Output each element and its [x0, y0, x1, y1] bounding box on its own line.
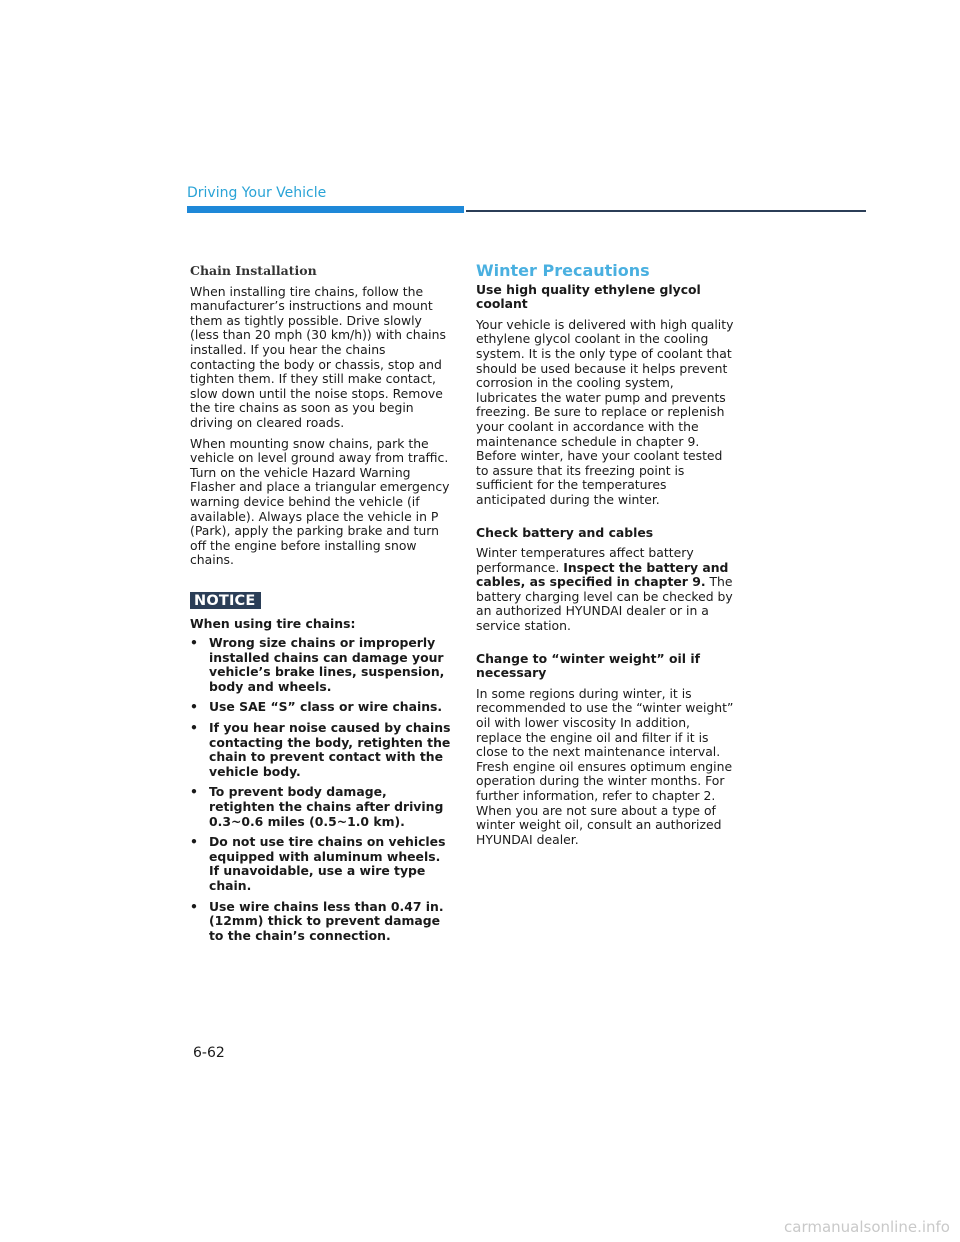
spacer [476, 514, 738, 526]
page-number: 6-62 [193, 1045, 225, 1061]
notice-intro: When using tire chains: [190, 616, 356, 632]
watermark: carmanualsonline.info [784, 1218, 950, 1236]
list-item-text: Use wire chains less than 0.47 in. (12mm) thick to prevent damage to the chain’s connection. [209, 898, 444, 943]
chain-installation-paragraph-2: When mounting snow chains, park the vehicle on level ground away from traffic. Turn on the vehicle Hazard Warning Flasher and place a triangular emergency warning device behind the vehicle (if available). Always place the vehicle in P (Park), apply the parking brake and turn off the engine before installing snow chains. [190, 435, 450, 568]
list-item [190, 700, 452, 715]
list-item [190, 636, 452, 694]
battery-heading: Check battery and cables [476, 524, 654, 540]
list-item-text: To prevent body damage, retighten the chains after driving 0.3~0.6 miles (0.5~1.0 km). [209, 784, 444, 829]
notice-list [190, 636, 452, 943]
battery-paragraph [476, 546, 738, 634]
notice-badge: NOTICE [190, 592, 261, 610]
bullet-icon: • [190, 635, 198, 651]
battery-text-start: Winter temperatures affect battery performance. [476, 545, 694, 575]
battery-text-emphasis: Inspect the battery and cables, as specified in chapter 9. [476, 559, 729, 590]
bullet-icon: • [190, 784, 198, 800]
spacer [476, 640, 738, 652]
list-item [190, 900, 452, 944]
bullet-icon: • [190, 834, 198, 850]
list-item [190, 785, 452, 829]
bullet-icon: • [190, 898, 198, 914]
list-item [190, 721, 452, 779]
left-column [190, 264, 452, 949]
coolant-heading: Use high quality ethylene glycol coolant [476, 281, 701, 312]
chain-installation-heading: Chain Installation [190, 263, 317, 278]
right-column [476, 261, 738, 853]
list-item-text: Wrong size chains or improperly installed chains can damage your vehicle’s brake lines, suspension, body and wheels. [209, 635, 445, 694]
winter-precautions-title: Winter Precautions [476, 261, 650, 280]
chain-installation-paragraph-1: When installing tire chains, follow the manufacturer’s instructions and mount them as tightly possible. Drive slowly (less than 20 mph (30 km/h)) with chains installed. If you hear the chains contacting the body or chassis, stop and tighten them. If they still make contact, slow down until the noise stops. Remove the tire chains as soon as you begin driving on cleared roads. [190, 283, 446, 430]
battery-text-end: The battery charging level can be checked by an authorized HYUNDAI dealer or in a service station. [476, 574, 733, 634]
coolant-paragraph: Your vehicle is delivered with high quality ethylene glycol coolant in the cooling system. It is the only type of coolant that should be used because it helps prevent corrosion in the cooling system, lubricates the water pump and prevents freezing. Be sure to replace or replenish your coolant in accordance with the maintenance schedule in chapter 9. Before winter, have your coolant tested to assure that its freezing point is sufficient for the temperatures anticipated during the winter. [476, 316, 734, 507]
list-item-text: Use SAE “S” class or wire chains. [209, 699, 443, 715]
list-item-text: If you hear noise caused by chains contacting the body, retighten the chain to prevent contact with the vehicle body. [209, 720, 451, 779]
oil-paragraph: In some regions during winter, it is recommended to use the “winter weight” oil with lower viscosity In addition, replace the engine oil and filter if it is close to the next maintenance interval. Fresh engine oil ensures optimum engine operation during the winter months. For further information, refer to chapter 2. When you are not sure about a type of winter weight oil, consult an authorized HYUNDAI dealer. [476, 685, 734, 847]
list-item-text: Do not use tire chains on vehicles equipped with aluminum wheels. If unavoidable, use a wire type chain. [209, 834, 446, 893]
bullet-icon: • [190, 699, 198, 715]
header-accent-bar [187, 206, 464, 213]
header-rule [466, 210, 866, 212]
oil-heading: Change to “winter weight” oil if necessary [476, 650, 700, 681]
bullet-icon: • [190, 720, 198, 736]
section-header-title: Driving Your Vehicle [187, 185, 327, 201]
list-item [190, 835, 452, 893]
